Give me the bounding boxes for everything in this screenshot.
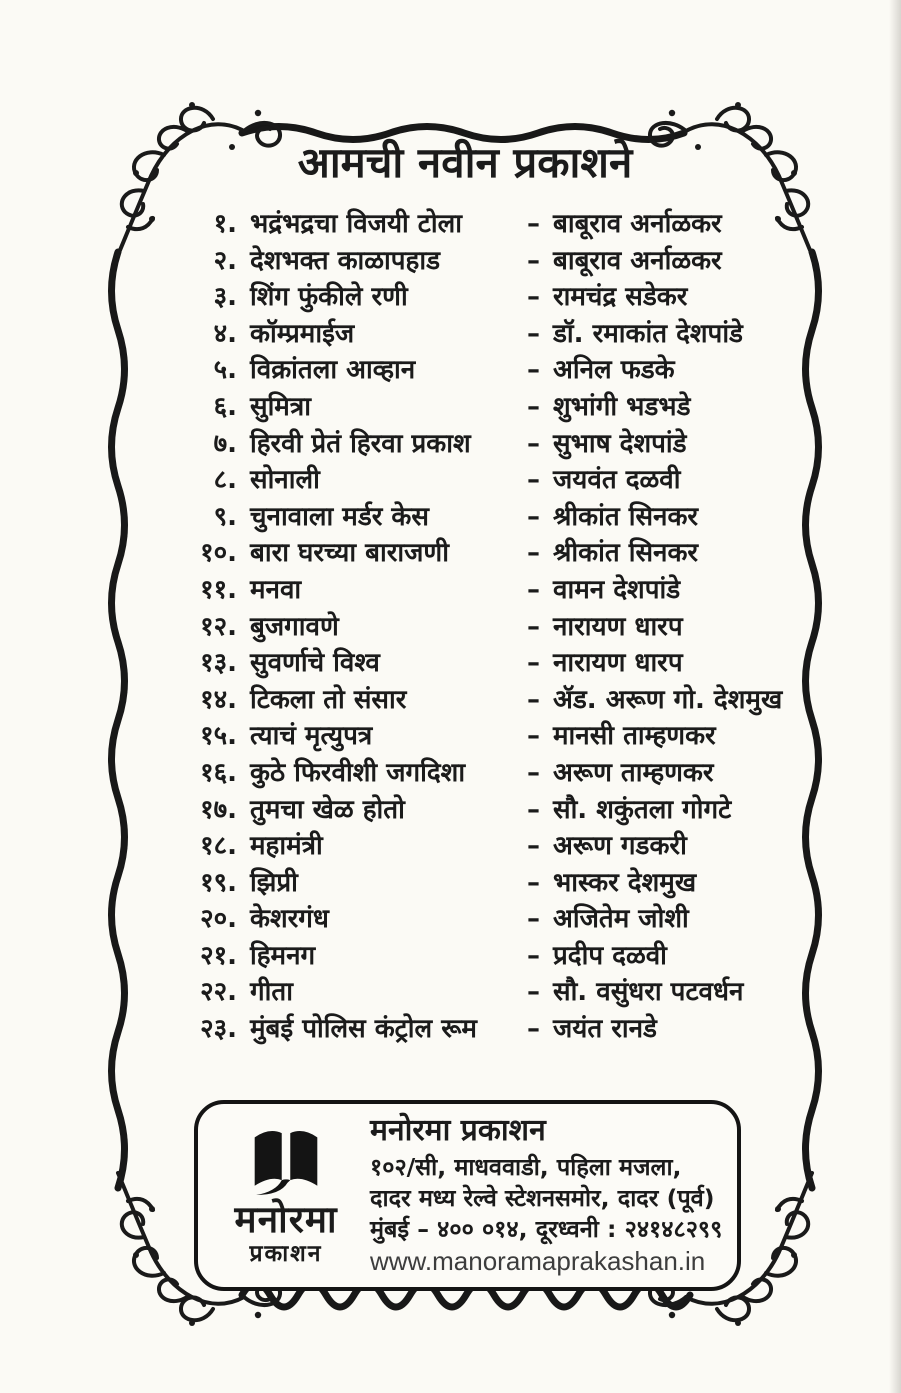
publication-title: मनवा (250, 574, 302, 605)
publisher-info (370, 1114, 729, 1276)
publication-title: सुमित्रा (250, 391, 311, 422)
publication-title: हिरवी प्रेतं हिरवा प्रकाश (250, 428, 471, 459)
publication-dash: – (527, 721, 540, 752)
publication-row (187, 718, 827, 755)
publication-author: रामचंद्र सडेकर (553, 282, 688, 313)
publication-dash: – (527, 611, 540, 642)
publication-number: १८. (200, 831, 237, 862)
publication-row (187, 499, 827, 536)
publication-row (187, 1011, 827, 1048)
publication-author: अरूण गडकरी (553, 831, 687, 862)
publication-author: श्रीकांत सिनकर (553, 501, 699, 532)
publication-author-group (527, 499, 698, 536)
publication-author: बाबूराव अर्नाळकर (553, 209, 722, 239)
publication-number: १२. (200, 611, 237, 642)
publication-number: ९. (213, 501, 237, 532)
publication-row (187, 426, 827, 463)
publication-row (187, 755, 827, 792)
publication-row (187, 352, 827, 389)
publication-title: देशभक्त काळापहाड (250, 245, 440, 276)
publication-author: सौ. शकुंतला गोगटे (553, 794, 732, 825)
publication-author-group (527, 682, 782, 719)
publication-title: सोनाली (250, 465, 320, 496)
publication-row (187, 974, 827, 1011)
publication-author: बाबूराव अर्नाळकर (553, 245, 722, 276)
publication-row (187, 316, 827, 353)
publication-dash: – (527, 465, 540, 496)
publication-author: डॉ. रमाकांत देशपांडे (553, 318, 743, 349)
publication-dash: – (527, 574, 540, 605)
publication-dash: – (527, 501, 540, 532)
publication-author-group (527, 718, 716, 755)
publication-title: त्याचं मृत्युपत्र (250, 721, 373, 752)
publication-row (187, 206, 827, 243)
publication-number: ६. (213, 391, 237, 422)
publication-title: महामंत्री (250, 831, 323, 862)
publisher-address-line1: १०२/सी, माधववाडी, पहिला मजला, (370, 1152, 682, 1181)
publication-author-group (527, 243, 722, 280)
publication-row (187, 792, 827, 829)
publication-row (187, 535, 827, 572)
publication-author-group (527, 609, 683, 646)
publication-row (187, 865, 827, 902)
publication-author: नारायण धारप (553, 611, 683, 642)
publication-author: श्रीकांत सिनकर (553, 538, 699, 569)
publication-list (187, 206, 827, 1048)
publication-row (187, 682, 827, 719)
publication-title: बारा घरच्या बाराजणी (250, 538, 449, 569)
publication-dash: – (527, 209, 540, 239)
publication-number: १६. (200, 757, 237, 788)
publication-number: २. (213, 245, 237, 276)
publication-row (187, 938, 827, 975)
publisher-logo (210, 1126, 362, 1266)
publication-dash: – (527, 1014, 540, 1045)
publication-number: १७. (200, 794, 237, 825)
publication-author: सुभाष देशपांडे (553, 428, 687, 459)
publication-author-group (527, 316, 743, 353)
publisher-box (194, 1100, 741, 1291)
publication-author-group (527, 279, 687, 316)
publication-author-group (527, 462, 680, 499)
publication-author-group (527, 755, 714, 792)
publication-number: २२. (200, 977, 237, 1008)
publication-author: शुभांगी भडभडे (553, 391, 691, 422)
publication-author: सौ. वसुंधरा पटवर्धन (553, 977, 744, 1008)
publication-row (187, 462, 827, 499)
publication-author: अनिल फडके (553, 355, 675, 386)
publication-number: ७. (213, 428, 237, 459)
publication-title: केशरगंध (250, 904, 329, 935)
publication-author-group (527, 938, 667, 975)
publication-number: ३. (213, 282, 237, 313)
publication-dash: – (527, 355, 540, 386)
publication-dash: – (527, 867, 540, 898)
publication-dash: – (527, 940, 540, 971)
publication-author-group (527, 901, 689, 938)
frame-left-edge (112, 252, 125, 1188)
publication-title: कुठे फिरवीशी जगदिशा (250, 757, 466, 788)
publication-author: मानसी ताम्हणकर (553, 721, 716, 752)
publication-title: मुंबई पोलिस कंट्रोल रूम (250, 1014, 477, 1045)
publication-author-group (527, 426, 687, 463)
publication-author: अरूण ताम्हणकर (553, 757, 714, 788)
publication-row (187, 243, 827, 280)
publication-number: ४. (213, 318, 237, 349)
publication-author: नारायण धारप (553, 648, 683, 679)
publication-row (187, 572, 827, 609)
publication-number: १९. (200, 867, 237, 898)
publication-title: विक्रांतला आव्हान (250, 355, 416, 386)
publication-author-group (527, 645, 683, 682)
publication-author: भास्कर देशमुख (553, 867, 697, 898)
publication-dash: – (527, 648, 540, 679)
publication-author-group (527, 1011, 657, 1048)
publication-author-group (527, 865, 696, 902)
publication-dash: – (527, 794, 540, 825)
publisher-address-line3: मुंबई – ४०० ०१४, दूरध्वनी : २४१४८२९९ (370, 1214, 723, 1243)
publication-row (187, 279, 827, 316)
publication-author-group (527, 535, 698, 572)
publication-title: चुनावाला मर्डर केस (250, 501, 429, 532)
publication-row (187, 828, 827, 865)
publication-author: अजितेम जोशी (553, 904, 689, 935)
publication-author-group (527, 352, 675, 389)
publication-title: झिप्री (250, 867, 298, 898)
publication-author: वामन देशपांडे (553, 574, 681, 605)
publisher-address-line2: दादर मध्य रेल्वे स्टेशनसमोर, दादर (पूर्व) (370, 1183, 715, 1212)
publication-dash: – (527, 831, 540, 862)
publication-author-group (527, 792, 731, 829)
publication-row (187, 901, 827, 938)
publication-number: १. (213, 209, 237, 239)
publication-number: ५. (213, 355, 237, 386)
publication-title: टिकला तो संसार (250, 684, 407, 715)
publication-row (187, 609, 827, 646)
publication-number: १०. (200, 538, 237, 569)
publication-title: बुजगावणे (250, 611, 339, 642)
page-title: आमची नवीन प्रकाशने (297, 138, 633, 187)
publication-dash: – (527, 757, 540, 788)
publication-number: ८. (213, 465, 237, 496)
publication-dash: – (527, 904, 540, 935)
publication-author-group (527, 828, 687, 865)
publication-author: ॲड. अरूण गो. देशमुख (553, 684, 783, 715)
publication-number: ११. (200, 574, 237, 605)
publication-author-group (527, 974, 743, 1011)
publication-title: शिंग फुंकीले रणी (250, 282, 408, 313)
publication-dash: – (527, 245, 540, 276)
publication-title: हिमनग (250, 940, 316, 971)
publication-number: १४. (200, 684, 237, 715)
publication-author-group (527, 206, 722, 243)
publication-dash: – (527, 538, 540, 569)
publication-number: २०. (200, 904, 237, 935)
publisher-logo-subtitle: प्रकाशन (249, 1240, 323, 1267)
publisher-logo-name: मनोरमा (234, 1197, 338, 1241)
publication-title: सुवर्णाचे विश्व (250, 648, 380, 679)
publication-title: गीता (250, 977, 293, 1008)
publication-number: २१. (200, 940, 237, 971)
publication-row (187, 389, 827, 426)
publication-author: प्रदीप दळवी (553, 940, 667, 971)
publication-dash: – (527, 977, 540, 1008)
publication-title: कॉम्प्रमाईज (250, 318, 355, 349)
open-book-icon (239, 1126, 333, 1200)
publication-author-group (527, 572, 680, 609)
publication-number: १५. (200, 721, 237, 752)
publication-number: १३. (200, 648, 237, 679)
publication-number: २३. (200, 1014, 237, 1045)
publication-dash: – (527, 282, 540, 313)
publication-author: जयंत रानडे (553, 1014, 657, 1045)
publication-author: जयवंत दळवी (553, 465, 681, 496)
publication-row (187, 645, 827, 682)
publication-title: भद्रंभद्रचा विजयी टोला (250, 209, 463, 239)
publication-author-group (527, 389, 691, 426)
publication-dash: – (527, 318, 540, 349)
publication-dash: – (527, 428, 540, 459)
publisher-website: www.manoramaprakashan.in (370, 1245, 706, 1276)
publisher-name: मनोरमा प्रकाशन (370, 1113, 546, 1149)
publication-title: तुमचा खेळ होतो (250, 794, 405, 825)
publication-dash: – (527, 391, 540, 422)
publication-dash: – (527, 684, 540, 715)
